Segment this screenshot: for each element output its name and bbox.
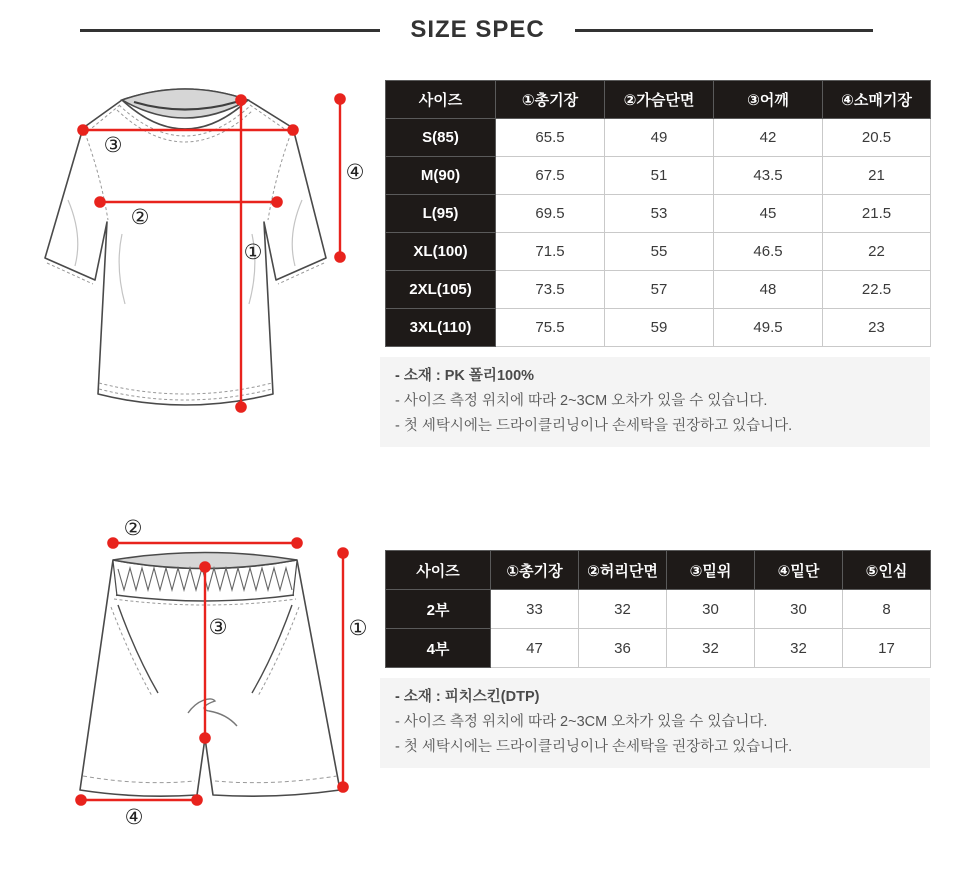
page-title: SIZE SPEC [410,16,545,43]
table-cell: 48 [714,271,823,309]
table-header-row [386,551,931,590]
title-rule-left [80,29,380,32]
shorts-measure-label-4: ④ [124,805,144,829]
shorts-drawing [60,505,370,835]
note-tolerance: - 사이즈 측정 위치에 따라 2~3CM 오차가 있을 수 있습니다. [395,714,768,730]
table-cell: 46.5 [714,233,823,271]
table-row [386,271,931,309]
table-cell: 42 [714,119,823,157]
table-cell: 55 [605,233,714,271]
table-cell: 21 [823,157,931,195]
table-cell: 43.5 [714,157,823,195]
note-washing: - 첫 세탁시에는 드라이클리닝이나 손세탁을 권장하고 있습니다. [395,739,793,755]
table-cell: 20.5 [823,119,931,157]
shorts-diagram [60,505,370,835]
table-row [386,157,931,195]
table-cell: 23 [823,309,931,347]
column-header: ③밑위 [667,551,755,590]
table-cell: 30 [667,590,755,629]
table-cell: 49.5 [714,309,823,347]
table-cell: 67.5 [496,157,605,195]
table-cell: 47 [491,629,579,668]
table-cell: 73.5 [496,271,605,309]
table-cell: 32 [579,590,667,629]
tshirt-diagram [30,72,370,427]
tshirt-size-table [385,80,931,347]
table-cell: 21.5 [823,195,931,233]
table-row [386,309,931,347]
row-header: XL(100) [386,233,496,271]
column-header: ⑤인심 [843,551,931,590]
column-header: ④밑단 [755,551,843,590]
table-cell: 36 [579,629,667,668]
note-washing: - 첫 세탁시에는 드라이클리닝이나 손세탁을 권장하고 있습니다. [395,418,793,434]
table-cell: 8 [843,590,931,629]
table-cell: 53 [605,195,714,233]
shirt-measure-label-3: ③ [103,133,123,157]
note-tolerance: - 사이즈 측정 위치에 따라 2~3CM 오차가 있을 수 있습니다. [395,393,768,409]
table-row [386,119,931,157]
shorts-measure-label-2: ② [123,516,143,540]
table-cell: 45 [714,195,823,233]
table-cell: 49 [605,119,714,157]
column-header: ②허리단면 [579,551,667,590]
row-header: 3XL(110) [386,309,496,347]
table-cell: 59 [605,309,714,347]
shorts-size-table [385,550,931,668]
shirt-measure-label-1: ① [243,240,263,264]
table-row [386,195,931,233]
table-cell: 30 [755,590,843,629]
table-cell: 69.5 [496,195,605,233]
column-header: ②가슴단면 [605,81,714,119]
column-header: ①총기장 [496,81,605,119]
table-row [386,233,931,271]
table-cell: 32 [667,629,755,668]
table-cell: 51 [605,157,714,195]
shorts-notes [380,678,930,768]
table-row [386,629,931,668]
tshirt-notes [380,357,930,447]
table-cell: 17 [843,629,931,668]
table-cell: 33 [491,590,579,629]
column-header: ①총기장 [491,551,579,590]
shirt-measure-label-2: ② [130,205,150,229]
note-material: - 소재 : PK 폴리100% [395,368,535,384]
column-header: 사이즈 [386,551,491,590]
tshirt-outline [45,89,326,405]
table-cell: 57 [605,271,714,309]
column-header: 사이즈 [386,81,496,119]
table-cell: 71.5 [496,233,605,271]
table-header-row [386,81,931,119]
table-cell: 65.5 [496,119,605,157]
column-header: ③어깨 [714,81,823,119]
row-header: 2부 [386,590,491,629]
table-cell: 22.5 [823,271,931,309]
shirt-measure-label-4: ④ [345,160,365,184]
row-header: L(95) [386,195,496,233]
shorts-measure-label-3: ③ [208,615,228,639]
row-header: S(85) [386,119,496,157]
row-header: 2XL(105) [386,271,496,309]
row-header: 4부 [386,629,491,668]
table-cell: 32 [755,629,843,668]
shorts-measure-label-1: ① [348,616,368,640]
table-cell: 22 [823,233,931,271]
title-rule-right [575,29,873,32]
row-header: M(90) [386,157,496,195]
tshirt-drawing [30,72,370,427]
table-row [386,590,931,629]
table-cell: 75.5 [496,309,605,347]
column-header: ④소매기장 [823,81,931,119]
note-material: - 소재 : 피치스킨(DTP) [395,689,540,705]
